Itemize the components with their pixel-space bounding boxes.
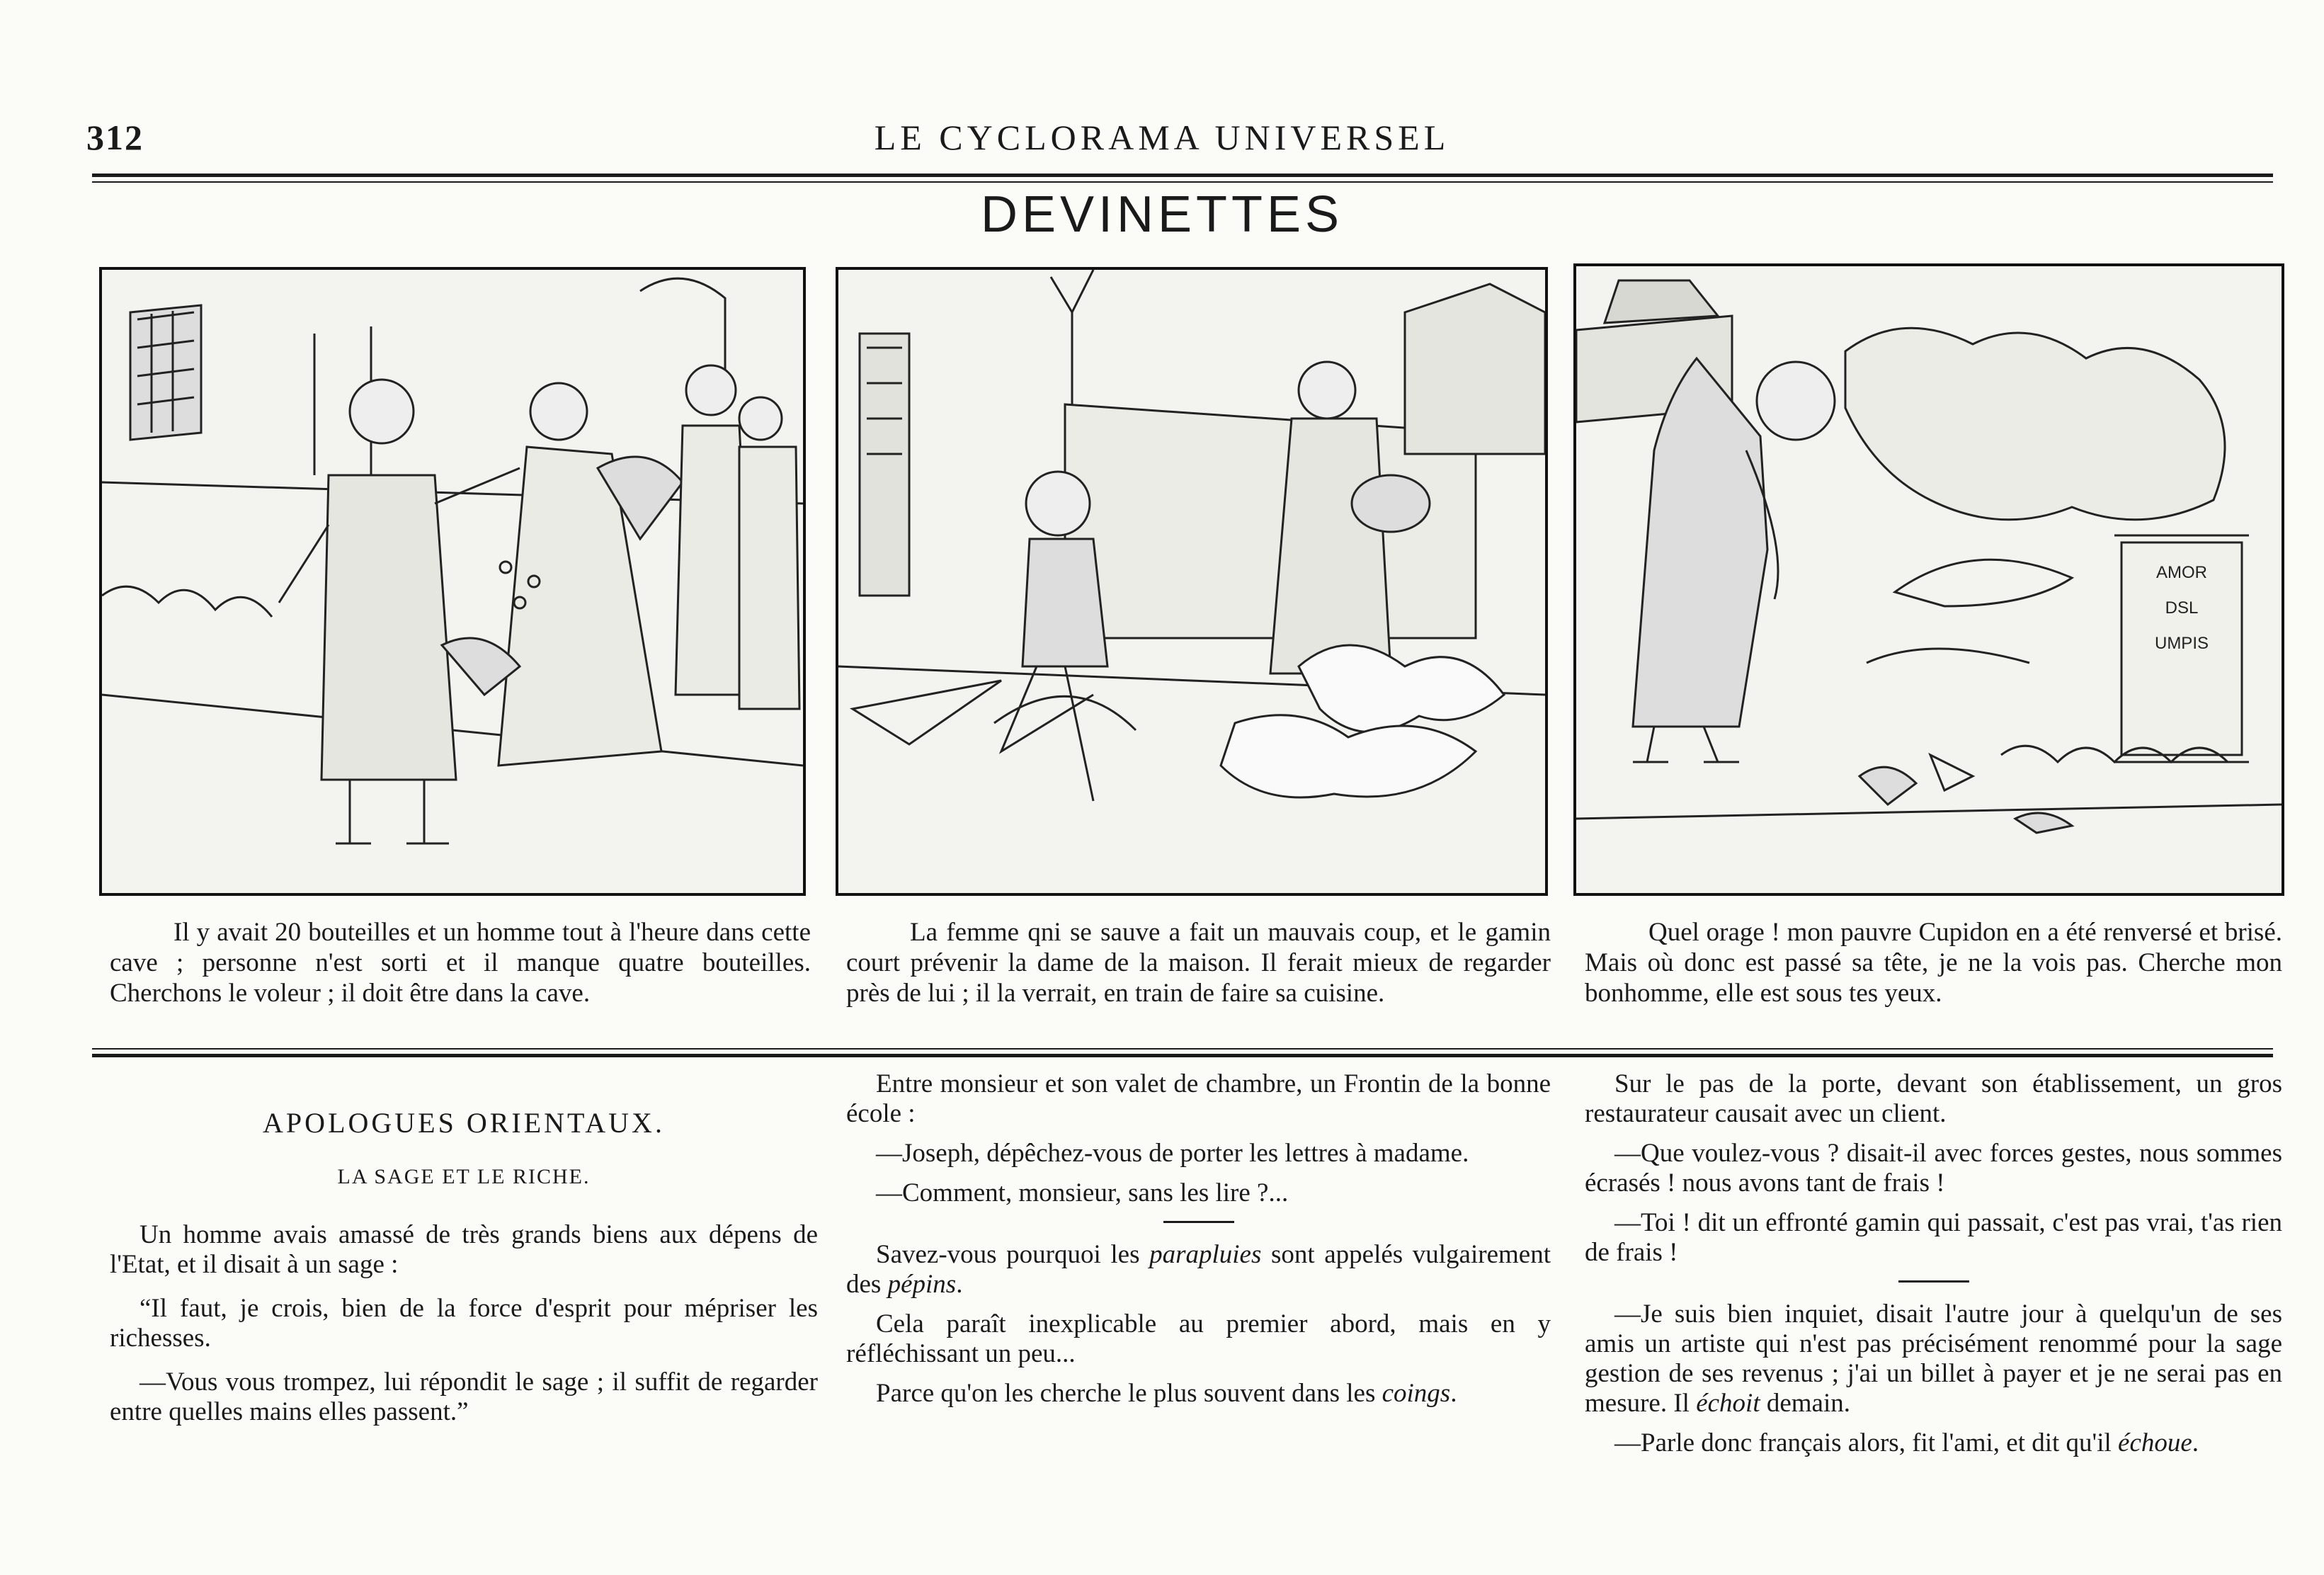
anecdote-paragraph: —Que voulez-vous ? disait-il avec forces gestes, nous sommes écrasés ! nous avons tant de frais ! xyxy=(1585,1139,2282,1198)
journal-title: LE CYCLORAMA UNIVERSEL xyxy=(874,118,1450,157)
anecdote-paragraph: —Parle donc français alors, fit l'ami, et dit qu'il échoue. xyxy=(1614,1428,2199,1457)
cellar-illustration xyxy=(102,270,803,893)
header-rule-thick xyxy=(92,174,2273,177)
anecdote-paragraph: —Joseph, dépêchez-vous de porter les lettres à madame. xyxy=(876,1139,1469,1168)
plaque-line-3: UMPIS xyxy=(2154,634,2209,653)
illustration-panel-street xyxy=(836,267,1548,896)
column-apologues xyxy=(110,1108,818,1441)
plaque-line-1: AMOR xyxy=(2156,563,2207,582)
caption-garden: Quel orage ! mon pauvre Cupidon en a été renversé et brisé. Mais où donc est passé sa tête, je ne la vois pas. Cherche mon bonhomme, elle est sous tes yeux. xyxy=(1585,918,2282,1008)
street-illustration xyxy=(838,270,1545,893)
apologues-heading: APOLOGUES ORIENTAUX. xyxy=(263,1107,665,1139)
caption-street: La femme qni se sauve a fait un mauvais coup, et le gamin court prévenir la dame de la maison. Il ferait mieux de regarder près de lui ; il la verrait, en train de faire sa cuisine. xyxy=(846,918,1551,1008)
anecdote-paragraph: —Toi ! dit un effronté gamin qui passait, c'est pas vrai, t'as rien de frais ! xyxy=(1585,1208,2282,1267)
garden-illustration xyxy=(1576,266,2282,893)
anecdote-paragraph: Sur le pas de la porte, devant son établissement, un gros restaurateur causait avec un client. xyxy=(1585,1069,2282,1128)
anecdote-paragraph: —Comment, monsieur, sans les lire ?... xyxy=(876,1178,1289,1207)
illustration-panel-cellar xyxy=(99,267,806,896)
section-rule-thick xyxy=(92,1054,2273,1057)
anecdote-paragraph: Parce qu'on les cherche le plus souvent dans les coings. xyxy=(876,1379,1457,1408)
apologue-paragraph: —Vous vous trompez, lui répondit le sage ; il suffit de regarder entre quelles mains elles passent.” xyxy=(110,1368,818,1426)
apologue-paragraph: “Il faut, je crois, bien de la force d'esprit pour mépriser les richesses. xyxy=(110,1294,818,1353)
apologues-subheading: LA SAGE ET LE RICHE. xyxy=(337,1165,591,1188)
separator-rule xyxy=(1163,1221,1234,1223)
column-anecdotes-middle xyxy=(846,1069,1551,1418)
column-anecdotes-right xyxy=(1585,1069,2282,1468)
anecdote-paragraph: —Je suis bien inquiet, disait l'autre jour à quelqu'un de ses amis un artiste qui n'est pas précisément renommé pour la sage gestion de ses revenus ; j'ai un billet à payer et je ne serai pas en mesure. Il échoit demain. xyxy=(1585,1300,2282,1418)
anecdote-paragraph: Entre monsieur et son valet de chambre, un Frontin de la bonne école : xyxy=(846,1069,1551,1128)
devinettes-title: DEVINETTES xyxy=(980,186,1344,243)
page-number: 312 xyxy=(86,118,144,157)
header-rule-thin xyxy=(92,181,2273,183)
separator-rule xyxy=(1898,1280,1969,1283)
caption-cellar: Il y avait 20 bouteilles et un homme tout à l'heure dans cette cave ; personne n'est sorti et il manque quatre bouteilles. Cherchons le voleur ; il doit être dans la cave. xyxy=(110,918,811,1008)
anecdote-paragraph: Cela paraît inexplicable au premier abord, mais en y réfléchissant un peu... xyxy=(846,1309,1551,1368)
apologue-paragraph: Un homme avais amassé de très grands biens aux dépens de l'Etat, et il disait à un sage : xyxy=(110,1220,818,1279)
section-rule-thin xyxy=(92,1048,2273,1050)
anecdote-paragraph: Savez-vous pourquoi les parapluies sont appelés vulgairement des pépins. xyxy=(846,1240,1551,1299)
plaque-line-2: DSL xyxy=(2165,598,2199,618)
illustration-panel-garden xyxy=(1573,263,2284,896)
